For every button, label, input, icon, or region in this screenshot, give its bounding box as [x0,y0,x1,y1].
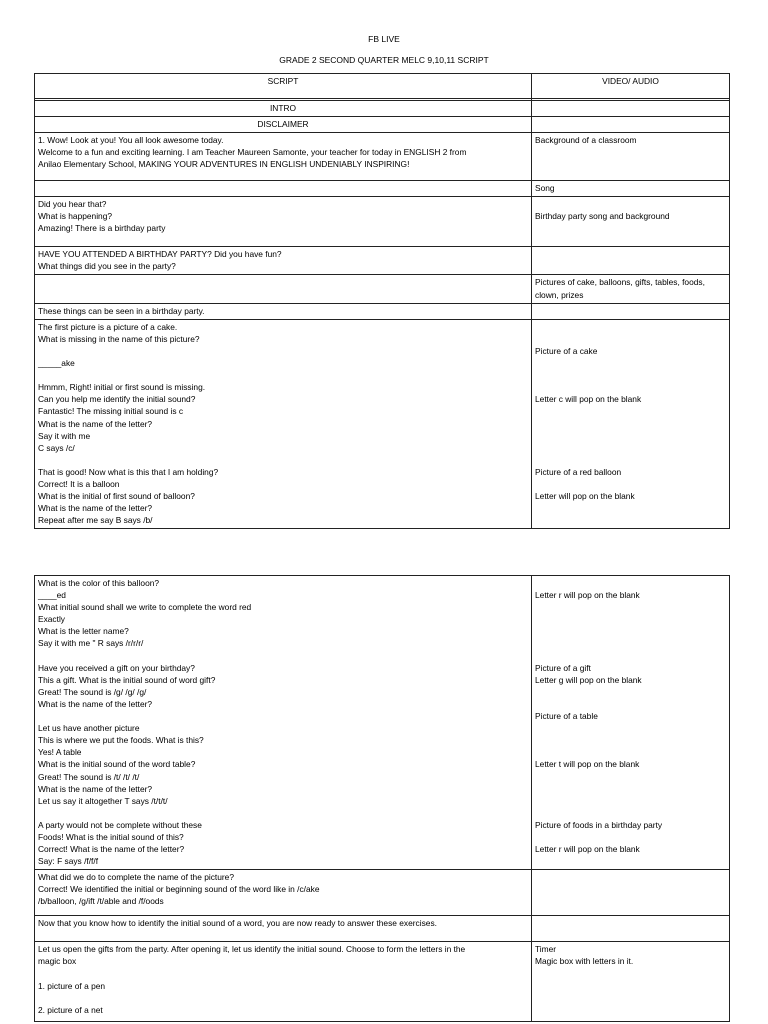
video-cell: Picture of a cake Letter c will pop on the blank Picture of a red balloon Letter will pop on the blank [532,319,730,529]
table-row [35,303,730,319]
column-header-video-audio: VIDEO/ AUDIO [532,74,730,99]
script-cell: What is the color of this balloon? ____ed What initial sound shall we write to complete the word red Exactly What is the letter name? Say it with me " R says /r/r/r/ Have you received a gift on your birthday? This a gift. What is the initial sound of word gift? Great! The sound is /g/ /g/ /g/ What is the name of the letter? Let us have another picture This is where we put the foods. What is this? Yes! A table What is the initial sound of the word table? Great! The sound is /t/ /t/ /t/ What is the name of the letter? Let us say it altogether T says /t/t/t/ A party would not be complete without these Foods! What is the initial sound of this? Correct! What is the name of the letter? Say: F says /f/f/f [35,576,532,870]
script-table-2 [34,575,730,1022]
table-row [35,181,730,197]
video-cell [532,916,730,942]
script-cell: 1. Wow! Look at you! You all look awesome today. Welcome to a fun and exciting learning. I am Teacher Maureen Samonte, your teacher for today in ENGLISH 2 from Anilao Elementary School, MAKING YOUR ADVENTURES IN ENGLISH UNDENIABLY INSPIRING! [35,133,532,181]
script-cell [35,275,532,303]
script-cell: INTRO [35,101,532,117]
script-cell: What did we do to complete the name of the picture? Correct! We identified the initial or beginning sound of the word like in /c/ake /b/balloon, /g/ift /t/able and /f/oods [35,870,532,916]
table-row [35,576,730,870]
script-cell: HAVE YOU ATTENDED A BIRTHDAY PARTY? Did you have fun? What things did you see in the party? [35,247,532,275]
video-cell [532,101,730,117]
video-cell: Letter r will pop on the blank Picture of a gift Letter g will pop on the blank Picture of a table Letter t will pop on the blank Picture of foods in a birthday party Letter r will pop on the blank [532,576,730,870]
video-cell [532,870,730,916]
script-table-1 [34,73,730,529]
document-title: FB LIVE [368,34,400,44]
table-row [35,101,730,117]
table-row [35,942,730,1022]
video-cell [532,117,730,133]
table-row [35,133,730,181]
script-cell: Did you hear that? What is happening? Amazing! There is a birthday party [35,197,532,247]
script-cell: Let us open the gifts from the party. After opening it, let us identify the initial sound. Choose to form the letters in the magic box 1. picture of a pen 2. picture of a net [35,942,532,1022]
table-row [35,319,730,529]
script-cell: These things can be seen in a birthday party. [35,303,532,319]
script-cell: Now that you know how to identify the initial sound of a word, you are now ready to answer these exercises. [35,916,532,942]
table-row [35,275,730,303]
table-row [35,247,730,275]
video-cell [532,247,730,275]
table-row [35,916,730,942]
table-row [35,870,730,916]
script-cell [35,181,532,197]
video-cell: Pictures of cake, balloons, gifts, tables, foods, clown, prizes [532,275,730,303]
script-cell: DISCLAIMER [35,117,532,133]
video-cell: Song [532,181,730,197]
video-cell: Birthday party song and background [532,197,730,247]
table-row [35,117,730,133]
video-cell [532,303,730,319]
document-subtitle: GRADE 2 SECOND QUARTER MELC 9,10,11 SCRIPT [279,55,489,65]
video-cell: Background of a classroom [532,133,730,181]
table-row [35,197,730,247]
script-cell: The first picture is a picture of a cake. What is missing in the name of this picture? _____ake Hmmm, Right! initial or first sound is missing. Can you help me identify the initial sound? Fantastic! The missing initial sound is c What is the name of the letter? Say it with me C says /c/ That is good! Now what is this that I am holding? Correct! It is a balloon What is the initial of first sound of balloon? What is the name of the letter? Repeat after me say B says /b/ [35,319,532,529]
column-header-script: SCRIPT [35,74,532,99]
table-header-row [35,74,730,99]
video-cell: Timer Magic box with letters in it. [532,942,730,1022]
